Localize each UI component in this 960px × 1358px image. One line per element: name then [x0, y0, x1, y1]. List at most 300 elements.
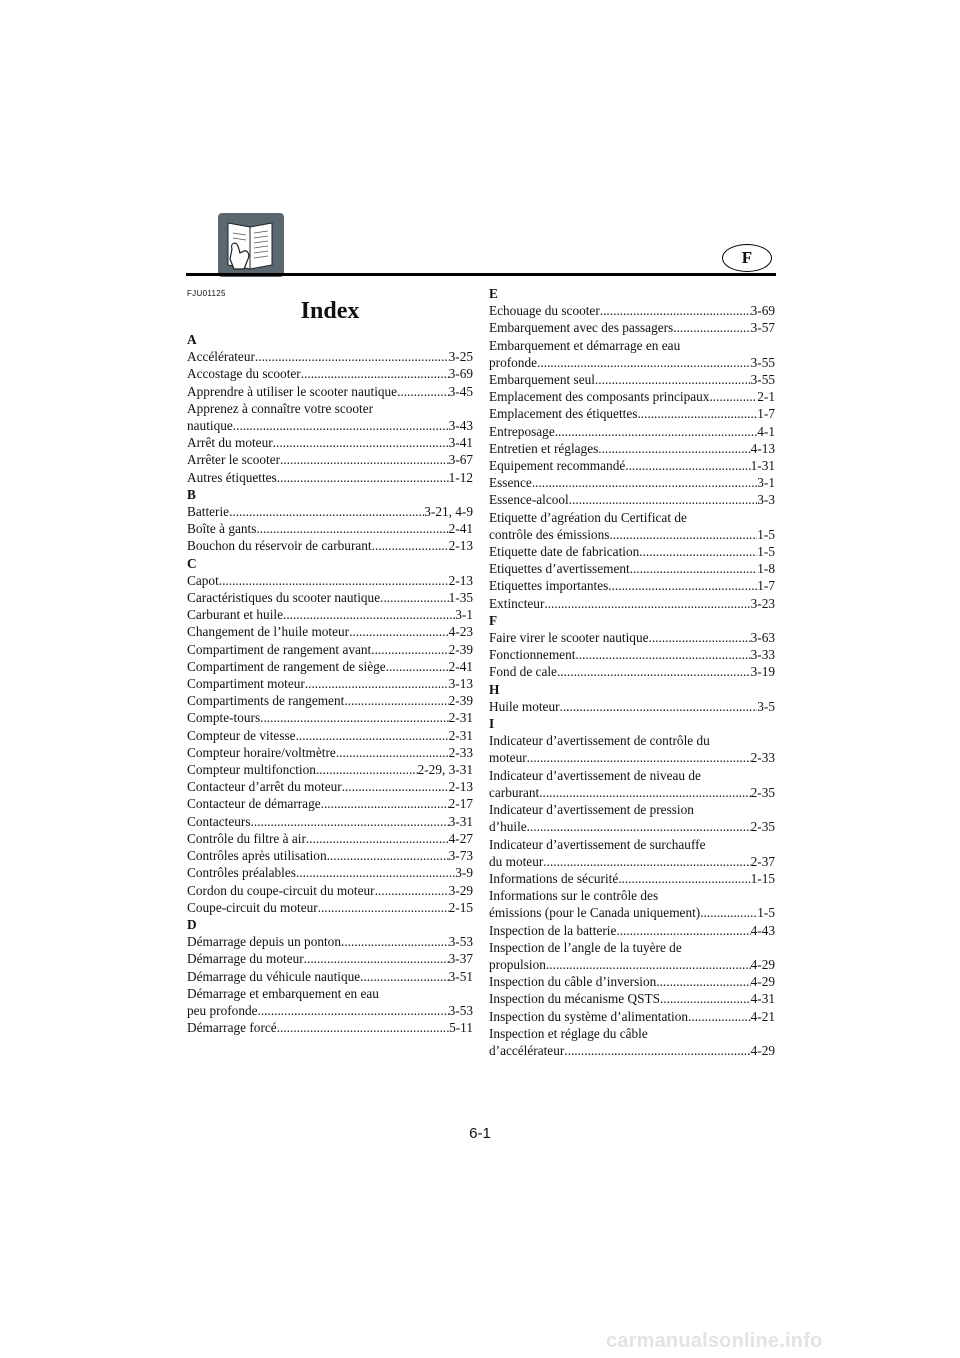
index-entry-text: Carburant et huile — [187, 607, 283, 623]
index-entry-line — [489, 818, 775, 835]
index-entry-line — [187, 623, 473, 640]
index-letter: E — [489, 286, 498, 301]
index-page-ref: 3-3 — [757, 492, 775, 508]
index-entry-text: Compteur horaire/voltmètre — [187, 744, 336, 760]
dot-leader — [229, 503, 424, 520]
index-page-ref: 2-13 — [448, 538, 473, 554]
dot-leader — [656, 973, 750, 990]
index-letter: C — [187, 555, 197, 571]
dot-leader — [673, 319, 750, 336]
index-entry — [187, 830, 473, 847]
index-entry-line — [187, 968, 473, 985]
index-column-left — [187, 331, 473, 1036]
index-entry-line — [489, 956, 775, 973]
dot-leader — [277, 1019, 449, 1036]
index-entry-line — [489, 354, 775, 371]
index-entry-line — [187, 709, 473, 726]
dot-leader — [296, 727, 449, 744]
dot-leader — [595, 371, 751, 388]
index-entry-line — [489, 749, 775, 766]
index-entry-line — [489, 595, 775, 612]
index-entry-text: Démarrage du moteur — [187, 951, 304, 967]
index-letter: F — [489, 612, 498, 628]
dot-leader — [277, 469, 449, 486]
index-page-ref: 5-11 — [449, 1020, 473, 1036]
header-rule — [186, 273, 776, 276]
index-entry-line — [187, 1002, 473, 1019]
index-page-ref: 3-1 — [455, 607, 473, 623]
index-entry — [187, 847, 473, 864]
index-entry-line — [489, 990, 775, 1007]
index-entry-line — [489, 543, 775, 560]
index-entry — [489, 491, 775, 508]
index-entry — [187, 968, 473, 985]
index-entry-line — [489, 491, 775, 508]
index-entry-text: Informations sur le contrôle des — [489, 888, 659, 904]
index-entry — [489, 440, 775, 457]
index-entry — [489, 577, 775, 594]
index-entry-text: Démarrage et embarquement en eau — [187, 985, 379, 1001]
index-entry-text: émissions (pour le Canada uniquement) — [489, 905, 701, 921]
dot-leader — [327, 847, 449, 864]
index-entry-text: Indicateur d’avertissement de contrôle du — [489, 733, 710, 749]
index-letter: B — [187, 486, 196, 502]
index-entry — [187, 623, 473, 640]
index-entry-text: Inspection de la batterie — [489, 922, 617, 938]
index-entry-line — [489, 698, 775, 715]
index-entry-text: Extincteur — [489, 595, 545, 611]
index-entry — [187, 709, 473, 726]
index-entry — [187, 899, 473, 916]
index-entry-line — [489, 474, 775, 491]
index-entry-line — [187, 813, 473, 830]
language-badge: F — [722, 244, 772, 272]
index-page-ref: 4-43 — [750, 922, 775, 938]
index-page-ref: 3-19 — [750, 664, 775, 680]
index-entry-text: Compartiment de rangement de siège — [187, 658, 386, 674]
index-entry-text: Etiquettes importantes — [489, 578, 609, 594]
index-entry — [187, 778, 473, 795]
index-entry — [187, 864, 473, 881]
index-entry-text: Accostage du scooter — [187, 366, 301, 382]
index-entry-text: Etiquette d’agréation du Certificat de — [489, 509, 687, 525]
index-entry-text: Inspection du mécanisme QSTS — [489, 991, 660, 1007]
dot-leader — [344, 692, 448, 709]
index-entry — [187, 503, 473, 520]
index-entry-text: Entretien et réglages — [489, 440, 599, 456]
index-entry — [187, 365, 473, 382]
index-entry-text: Etiquettes d’avertissement — [489, 561, 630, 577]
index-page-ref: 3-29 — [448, 882, 473, 898]
dot-leader — [349, 623, 449, 640]
dot-leader — [700, 904, 757, 921]
index-entry-text: Compartiment de rangement avant — [187, 641, 372, 657]
index-entry — [489, 302, 775, 319]
index-page-ref: 1-7 — [757, 406, 775, 422]
index-entry-text: Compartiment moteur — [187, 676, 305, 692]
page-number: 6-1 — [469, 1125, 491, 1142]
index-entry — [187, 675, 473, 692]
index-entry-text: Contrôles préalables — [187, 865, 296, 881]
dot-leader — [258, 1002, 449, 1019]
dot-leader — [233, 417, 449, 434]
dot-leader — [527, 818, 751, 835]
index-entry-text: Fond de cale — [489, 664, 557, 680]
index-entry — [489, 371, 775, 388]
dot-leader — [637, 405, 757, 422]
dot-leader — [569, 491, 758, 508]
index-entry — [187, 744, 473, 761]
page-title: Index — [300, 298, 360, 324]
index-entry-line — [187, 658, 473, 675]
index-page-ref: 1-5 — [757, 526, 775, 542]
index-entry-line — [187, 761, 473, 778]
index-entry-text: Démarrage depuis un ponton — [187, 934, 341, 950]
index-entry-text: Indicateur d’avertissement de pression — [489, 802, 694, 818]
index-entry-line — [187, 589, 473, 606]
index-entry — [489, 509, 775, 543]
index-page-ref: 3-53 — [448, 934, 473, 950]
dot-leader — [688, 1008, 751, 1025]
index-entry-text: Embarquement avec des passagers — [489, 320, 674, 336]
index-entry-line — [489, 646, 775, 663]
index-entry — [187, 950, 473, 967]
dot-leader — [371, 641, 448, 658]
index-page-ref: 4-31 — [750, 991, 775, 1007]
index-page-ref: 3-63 — [750, 630, 775, 646]
index-entry-line — [187, 365, 473, 382]
index-entry-line — [187, 778, 473, 795]
index-entry — [489, 560, 775, 577]
index-entry-text: Contacteur d’arrêt du moteur — [187, 779, 342, 795]
dot-leader — [630, 560, 758, 577]
index-entry-text: Coupe-circuit du moteur — [187, 899, 318, 915]
dot-leader — [709, 388, 757, 405]
index-entry-line — [187, 641, 473, 658]
index-entry-text: Emplacement des étiquettes — [489, 406, 638, 422]
index-page-ref: 2-31 — [448, 710, 473, 726]
index-page-ref: 2-41 — [448, 521, 473, 537]
index-page-ref: 4-29 — [750, 974, 775, 990]
index-entry-line — [489, 904, 775, 921]
index-column-right — [489, 285, 775, 1059]
dot-leader — [616, 922, 750, 939]
index-entry-text: moteur — [489, 750, 527, 766]
index-page-ref: 3-45 — [448, 383, 473, 399]
index-page-ref: 3-55 — [750, 372, 775, 388]
dot-leader — [618, 870, 750, 887]
index-entry-text: Batterie — [187, 504, 230, 520]
index-entry-line — [187, 675, 473, 692]
index-entry-line — [489, 319, 775, 336]
index-entry-text: profonde — [489, 354, 537, 370]
index-entry — [489, 922, 775, 939]
index-letter: D — [187, 916, 197, 932]
index-entry — [489, 990, 775, 1007]
index-page-ref: 3-37 — [448, 951, 473, 967]
index-page-ref: 1-31 — [750, 458, 775, 474]
index-entry-line — [187, 417, 473, 434]
dot-leader — [564, 1042, 750, 1059]
dot-leader — [306, 830, 449, 847]
dot-leader — [372, 537, 449, 554]
dot-leader — [304, 950, 449, 967]
index-entry-text: carburant — [489, 784, 540, 800]
index-page-ref: 3-67 — [448, 452, 473, 468]
index-page-ref: 2-31 — [448, 727, 473, 743]
index-entry — [187, 727, 473, 744]
index-entry — [187, 1019, 473, 1036]
index-entry-text: Bouchon du réservoir de carburant — [187, 538, 372, 554]
index-entry — [489, 801, 775, 835]
dot-leader — [543, 853, 750, 870]
index-entry-text: Contrôle du filtre à air — [187, 830, 306, 846]
index-entry-text: Contrôles après utilisation — [187, 848, 327, 864]
index-page-ref: 1-15 — [750, 870, 775, 886]
index-page-ref: 2-13 — [448, 779, 473, 795]
dot-leader — [375, 882, 449, 899]
watermark: carmanualsonline.info — [606, 1330, 823, 1352]
dot-leader — [608, 577, 757, 594]
index-entry-text: Faire virer le scooter nautique — [489, 630, 649, 646]
index-entry-text: Caractéristiques du scooter nautique — [187, 590, 381, 606]
index-entry — [489, 767, 775, 801]
index-entry — [187, 520, 473, 537]
index-entry-line — [489, 973, 775, 990]
index-entry-line — [489, 784, 775, 801]
index-page-ref: 2-41 — [448, 658, 473, 674]
index-entry-line — [489, 870, 775, 887]
index-entry-line — [187, 899, 473, 916]
dot-leader — [251, 813, 449, 830]
index-entry — [187, 813, 473, 830]
dot-leader — [575, 646, 750, 663]
index-page-ref: 2-29, 3-31 — [417, 762, 473, 778]
index-page-ref: 4-29 — [750, 1042, 775, 1058]
index-entry-line — [489, 577, 775, 594]
index-entry-text: Fonctionnement — [489, 647, 576, 663]
index-page-ref: 3-23 — [750, 595, 775, 611]
index-letter: H — [489, 681, 500, 697]
index-page-ref: 3-69 — [750, 303, 775, 319]
index-entry-text: Arrêter le scooter — [187, 452, 281, 468]
index-entry — [489, 646, 775, 663]
index-page-ref: 1-7 — [757, 578, 775, 594]
index-entry — [187, 882, 473, 899]
index-entry-text: Inspection du câble d’inversion — [489, 974, 657, 990]
index-entry-line — [187, 383, 473, 400]
dot-leader — [532, 474, 757, 491]
index-entry-text: Autres étiquettes — [187, 469, 277, 485]
index-entry — [187, 795, 473, 812]
dot-leader — [639, 543, 757, 560]
index-entry — [187, 400, 473, 434]
index-entry-line — [489, 922, 775, 939]
index-page-ref: 2-35 — [750, 819, 775, 835]
index-page-ref: 4-27 — [448, 830, 473, 846]
index-entry — [489, 319, 775, 336]
index-entry — [489, 732, 775, 766]
index-page-ref: 3-33 — [750, 647, 775, 663]
index-entry-text: Changement de l’huile moteur — [187, 624, 350, 640]
index-entry-text: Apprenez à connaître votre scooter — [187, 400, 374, 416]
dot-leader — [527, 749, 751, 766]
index-entry-text: Compteur de vitesse — [187, 727, 296, 743]
index-entry-line — [187, 882, 473, 899]
index-page-ref: 3-53 — [448, 1002, 473, 1018]
index-entry-text: Huile moteur — [489, 698, 560, 714]
index-entry-line — [489, 423, 775, 440]
index-page-ref: 2-39 — [448, 693, 473, 709]
index-entry-text: d’accélérateur — [489, 1042, 565, 1058]
index-entry-text: d’huile — [489, 819, 527, 835]
index-entry-line — [489, 457, 775, 474]
index-entry — [489, 939, 775, 973]
index-entry-text: Essence — [489, 475, 532, 491]
index-entry — [187, 985, 473, 1019]
index-entry — [187, 434, 473, 451]
index-entry-line — [187, 572, 473, 589]
index-entry-text: Apprendre à utiliser le scooter nautique — [187, 383, 398, 399]
index-entry-text: propulsion — [489, 956, 546, 972]
index-page-ref: 2-15 — [448, 899, 473, 915]
index-entry — [489, 388, 775, 405]
index-entry-line — [187, 692, 473, 709]
index-page-ref: 1-8 — [757, 561, 775, 577]
index-entry-text: contrôle des émissions — [489, 526, 610, 542]
index-entry-line — [187, 795, 473, 812]
index-page-ref: 3-51 — [448, 968, 473, 984]
index-page-ref: 2-17 — [448, 796, 473, 812]
index-entry-text: Equipement recommandé — [489, 458, 626, 474]
index-entry-text: Capot — [187, 572, 219, 588]
index-entry-line — [187, 864, 473, 881]
index-entry-text: Indicateur d’avertissement de surchauffe — [489, 836, 706, 852]
index-entry — [187, 606, 473, 623]
index-page-ref: 4-23 — [448, 624, 473, 640]
index-entry-line — [187, 348, 473, 365]
index-entry-line — [187, 744, 473, 761]
index-entry-text: Emplacement des composants principaux — [489, 389, 710, 405]
index-page-ref: 3-57 — [750, 320, 775, 336]
index-page-ref: 2-35 — [750, 784, 775, 800]
index-entry — [187, 572, 473, 589]
index-entry — [489, 1025, 775, 1059]
index-entry — [489, 973, 775, 990]
index-entry — [187, 658, 473, 675]
dot-leader — [318, 899, 449, 916]
index-entry — [489, 337, 775, 371]
index-entry-text: Cordon du coupe-circuit du moteur — [187, 882, 375, 898]
index-page-ref: 3-5 — [757, 698, 775, 714]
dot-leader — [301, 365, 449, 382]
index-entry — [489, 543, 775, 560]
index-page-ref: 4-29 — [750, 956, 775, 972]
index-page-ref: 4-13 — [750, 440, 775, 456]
index-entry — [187, 761, 473, 778]
index-entry-line — [489, 560, 775, 577]
index-entry — [187, 589, 473, 606]
index-entry-text: Contacteurs — [187, 813, 251, 829]
manual-book-icon — [218, 213, 284, 277]
index-entry-text: Contacteur de démarrage — [187, 796, 321, 812]
index-page-ref: 3-13 — [448, 676, 473, 692]
index-entry — [489, 698, 775, 715]
dot-leader — [649, 629, 751, 646]
index-entry — [187, 348, 473, 365]
dot-leader — [555, 423, 758, 440]
index-letter: A — [187, 332, 197, 347]
index-entry — [489, 663, 775, 680]
index-page-ref: 3-9 — [455, 865, 473, 881]
index-entry — [489, 1008, 775, 1025]
index-entry-text: Accélérateur — [187, 349, 255, 365]
index-entry-line — [187, 537, 473, 554]
index-entry — [187, 692, 473, 709]
index-entry — [489, 595, 775, 612]
dot-leader — [273, 434, 449, 451]
index-entry-line — [489, 405, 775, 422]
index-entry-text: Inspection du système d’alimentation — [489, 1008, 689, 1024]
dot-leader — [219, 572, 449, 589]
index-page-ref: 3-25 — [448, 349, 473, 365]
dot-leader — [660, 990, 751, 1007]
index-entry-line — [489, 629, 775, 646]
index-entry — [489, 629, 775, 646]
index-entry — [489, 836, 775, 870]
index-entry-text: Compte-tours — [187, 710, 261, 726]
dot-leader — [321, 795, 449, 812]
index-page-ref: 1-12 — [448, 469, 473, 485]
index-entry-text: Boîte à gants — [187, 521, 257, 537]
index-page-ref: 4-1 — [757, 423, 775, 439]
index-entry-line — [489, 440, 775, 457]
index-entry-text: Indicateur d’avertissement de niveau de — [489, 767, 701, 783]
index-page-ref: 3-69 — [448, 366, 473, 382]
index-entry-text: Compartiments de rangement — [187, 693, 345, 709]
dot-leader — [296, 864, 455, 881]
dot-leader — [537, 354, 751, 371]
index-entry-line — [187, 830, 473, 847]
index-entry-line — [489, 526, 775, 543]
index-entry-text: Embarquement seul — [489, 372, 595, 388]
index-page-ref: 4-21 — [750, 1008, 775, 1024]
dot-leader — [560, 698, 758, 715]
index-entry-text: Echouage du scooter — [489, 303, 600, 319]
index-page-ref: 2-33 — [448, 744, 473, 760]
index-page-ref: 1-35 — [448, 590, 473, 606]
index-entry-line — [489, 1042, 775, 1059]
dot-leader — [557, 663, 751, 680]
index-entry-line — [489, 853, 775, 870]
index-entry-text: Entreposage — [489, 423, 555, 439]
index-entry-line — [187, 503, 473, 520]
index-entry-text: Inspection et réglage du câble — [489, 1025, 648, 1041]
index-entry-text: nautique — [187, 418, 233, 434]
index-entry-line — [489, 1008, 775, 1025]
index-entry-line — [489, 388, 775, 405]
index-page-ref: 3-41 — [448, 435, 473, 451]
index-entry-line — [187, 469, 473, 486]
index-page-ref: 3-1 — [757, 475, 775, 491]
index-entry — [187, 537, 473, 554]
index-entry — [489, 887, 775, 921]
index-entry-line — [187, 434, 473, 451]
index-entry-text: Compteur multifonction — [187, 762, 316, 778]
dot-leader — [316, 761, 418, 778]
index-entry-line — [187, 1019, 473, 1036]
index-entry-text: Embarquement et démarrage en eau — [489, 337, 681, 353]
